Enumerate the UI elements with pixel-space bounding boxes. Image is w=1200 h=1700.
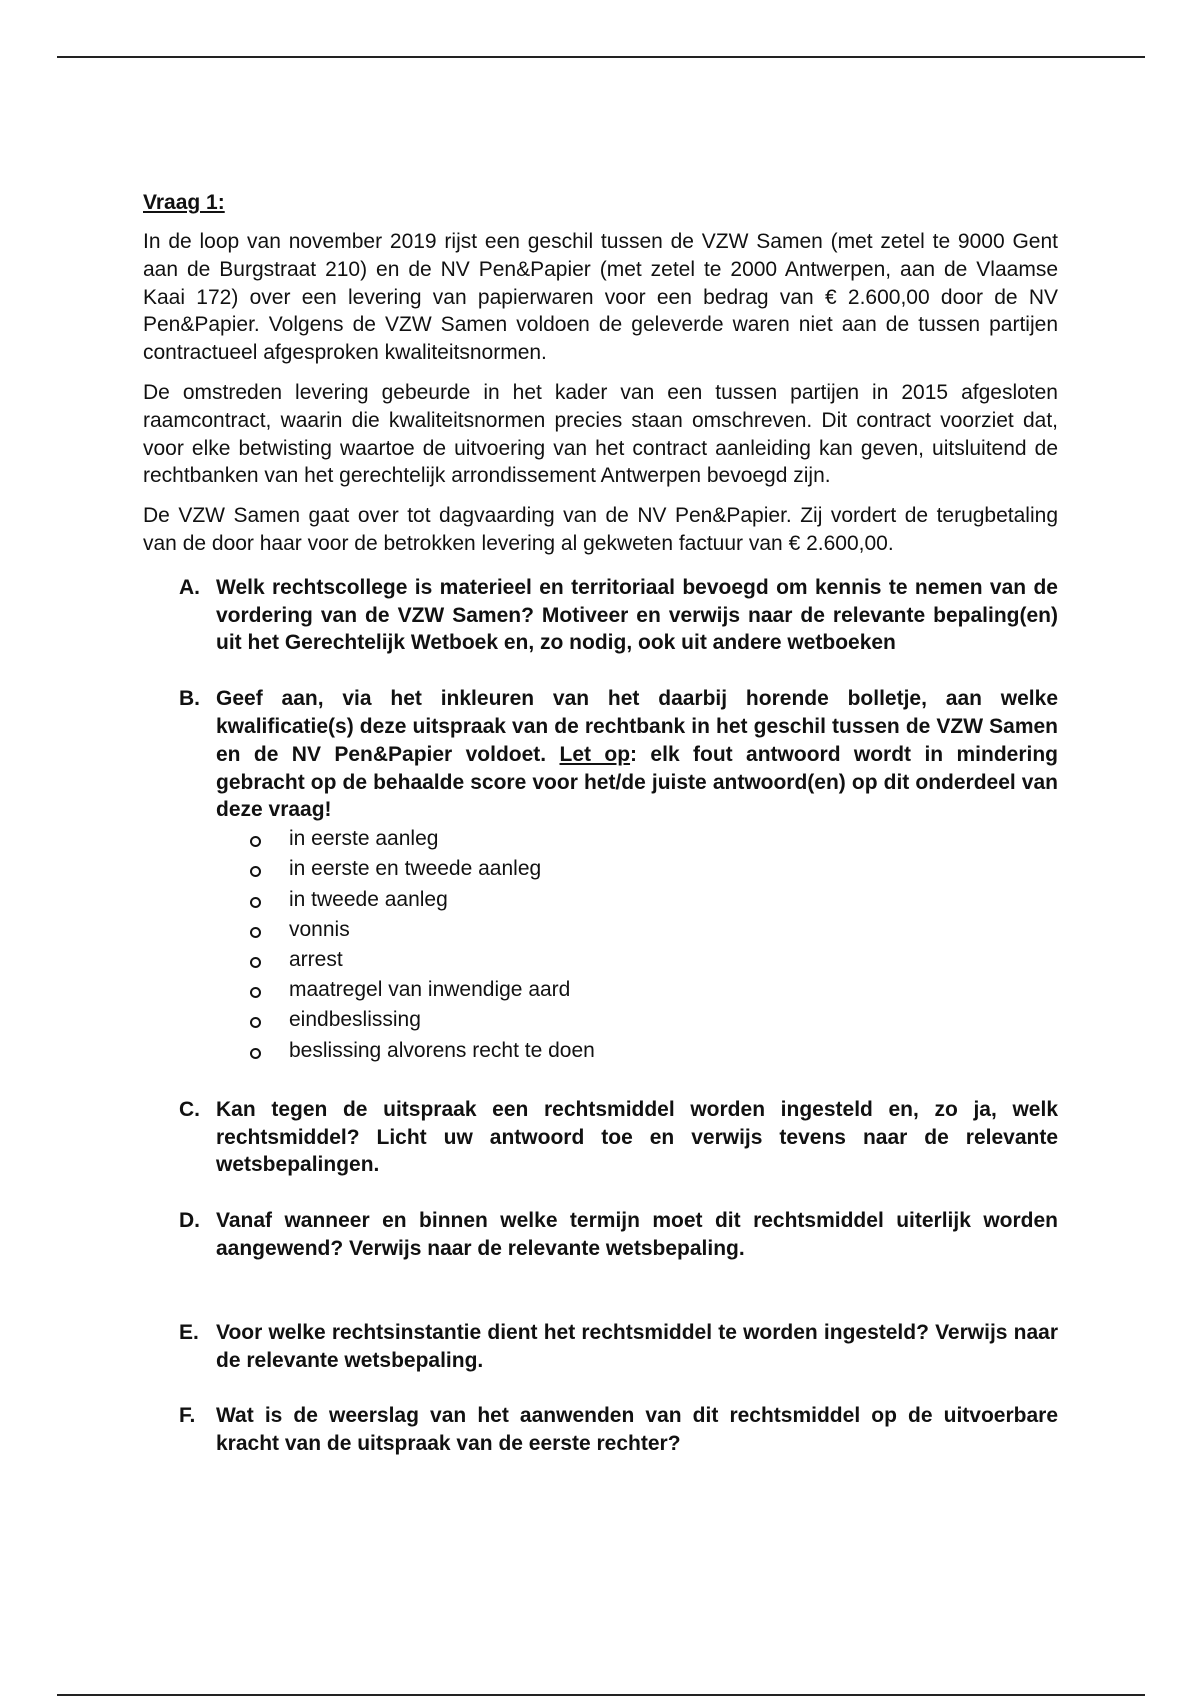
option-label: in eerste en tweede aanleg bbox=[289, 857, 542, 881]
option-item[interactable] bbox=[216, 824, 1058, 854]
qualification-options bbox=[216, 824, 1058, 1066]
option-item[interactable] bbox=[216, 885, 1058, 915]
option-label: eindbeslissing bbox=[289, 1008, 421, 1032]
radio-circle-icon[interactable] bbox=[250, 1048, 261, 1059]
sub-question-text: Kan tegen de uitspraak een rechtsmiddel worden ingesteld en, zo ja, welk rechtsmiddel? Licht uw antwoord toe en verwijs tevens naar de relevante wetsbepalingen. bbox=[216, 1097, 1058, 1177]
sub-question-list bbox=[143, 574, 1058, 1458]
intro-paragraph-2: De omstreden levering gebeurde in het kader van een tussen partijen in 2015 afgesloten raamcontract, waarin die kwaliteitsnormen precies staan omschreven. Dit contract voorziet dat, voor elke betwisting waartoe de uitvoering van het contract aanleiding kan geven, uitsluitend de rechtbanken van het gerechtelijk arrondissement Antwerpen bevoegd zijn. bbox=[143, 380, 1058, 488]
sub-question-text: Geef aan, via het inkleuren van het daarbij horende bolletje, aan welke kwalificatie(s) deze uitspraak van de rechtbank in het geschil tussen de VZW Samen en de NV Pen&Papier voldoet. bbox=[216, 687, 1058, 766]
radio-circle-icon[interactable] bbox=[250, 897, 261, 908]
option-item[interactable] bbox=[216, 975, 1058, 1005]
option-item[interactable] bbox=[216, 1036, 1058, 1066]
sub-question-text-continued: : elk fout antwoord wordt in mindering gebracht op de behaalde score voor het/de juiste antwoord(en) op dit onderdeel van deze vraag! bbox=[216, 742, 1058, 822]
option-label: maatregel van inwendige aard bbox=[289, 978, 571, 1002]
sub-question-d bbox=[143, 1207, 1058, 1263]
radio-circle-icon[interactable] bbox=[250, 836, 261, 847]
sub-question-e bbox=[143, 1319, 1058, 1375]
sub-question-letter: E. bbox=[179, 1320, 199, 1344]
footer-rule bbox=[57, 1694, 1145, 1696]
option-label: in tweede aanleg bbox=[289, 887, 448, 911]
option-item[interactable] bbox=[216, 854, 1058, 884]
option-label: arrest bbox=[289, 947, 343, 971]
sub-question-text: Vanaf wanneer en binnen welke termijn moet dit rechtsmiddel uiterlijk worden aangewend? Verwijs naar de relevante wetsbepaling. bbox=[216, 1209, 1058, 1260]
intro-paragraph-3: De VZW Samen gaat over tot dagvaarding van de NV Pen&Papier. Zij vordert de terugbetaling van de door haar voor de betrokken levering al gekweten factuur van € 2.600,00. bbox=[143, 504, 1058, 555]
question-title: Vraag 1: bbox=[143, 191, 225, 214]
sub-question-a bbox=[143, 574, 1058, 657]
sub-question-b bbox=[143, 685, 1058, 1066]
sub-question-letter: B. bbox=[179, 687, 200, 711]
sub-question-text: Welk rechtscollege is materieel en territoriaal bevoegd om kennis te nemen van de vordering van de VZW Samen? Motiveer en verwijs naar de relevante bepaling(en) uit het Gerechtelijk Wetboek en, zo nodig, ook uit andere wetboeken bbox=[216, 575, 1058, 655]
intro-paragraph-1: In de loop van november 2019 rijst een geschil tussen de VZW Samen (met zetel te 9000 Gent aan de Burgstraat 210) en de NV Pen&Papier (met zetel te 2000 Antwerpen, aan de Vlaamse Kaai 172) over een levering van papierwaren voor een bedrag van € 2.600,00 door de NV Pen&Papier. Volgens de VZW Samen voldoen de geleverde waren niet aan de tussen partijen contractueel afgesproken kwaliteitsnormen. bbox=[143, 230, 1058, 365]
option-item[interactable] bbox=[216, 915, 1058, 945]
sub-question-letter: A. bbox=[179, 575, 200, 599]
sub-question-text: Wat is de weerslag van het aanwenden van dit rechtsmiddel op de uitvoerbare kracht van de uitspraak van de eerste rechter? bbox=[216, 1404, 1058, 1456]
question-document bbox=[143, 190, 1058, 1458]
sub-question-letter: D. bbox=[179, 1209, 200, 1233]
option-label: in eerste aanleg bbox=[289, 827, 439, 851]
radio-circle-icon[interactable] bbox=[250, 866, 261, 877]
sub-question-letter: F. bbox=[179, 1404, 196, 1428]
radio-circle-icon[interactable] bbox=[250, 957, 261, 968]
option-item[interactable] bbox=[216, 945, 1058, 975]
sub-question-f bbox=[143, 1402, 1058, 1458]
sub-question-letter: C. bbox=[179, 1097, 200, 1121]
let-op-warning: Let op bbox=[559, 742, 631, 766]
header-rule bbox=[57, 56, 1145, 58]
radio-circle-icon[interactable] bbox=[250, 1017, 261, 1028]
option-label: vonnis bbox=[289, 917, 350, 941]
radio-circle-icon[interactable] bbox=[250, 927, 261, 938]
radio-circle-icon[interactable] bbox=[250, 987, 261, 998]
option-label: beslissing alvorens recht te doen bbox=[289, 1038, 595, 1062]
sub-question-c bbox=[143, 1096, 1058, 1179]
option-item[interactable] bbox=[216, 1005, 1058, 1035]
sub-question-text: Voor welke rechtsinstantie dient het rechtsmiddel te worden ingesteld? Verwijs naar de relevante wetsbepaling. bbox=[216, 1320, 1058, 1372]
